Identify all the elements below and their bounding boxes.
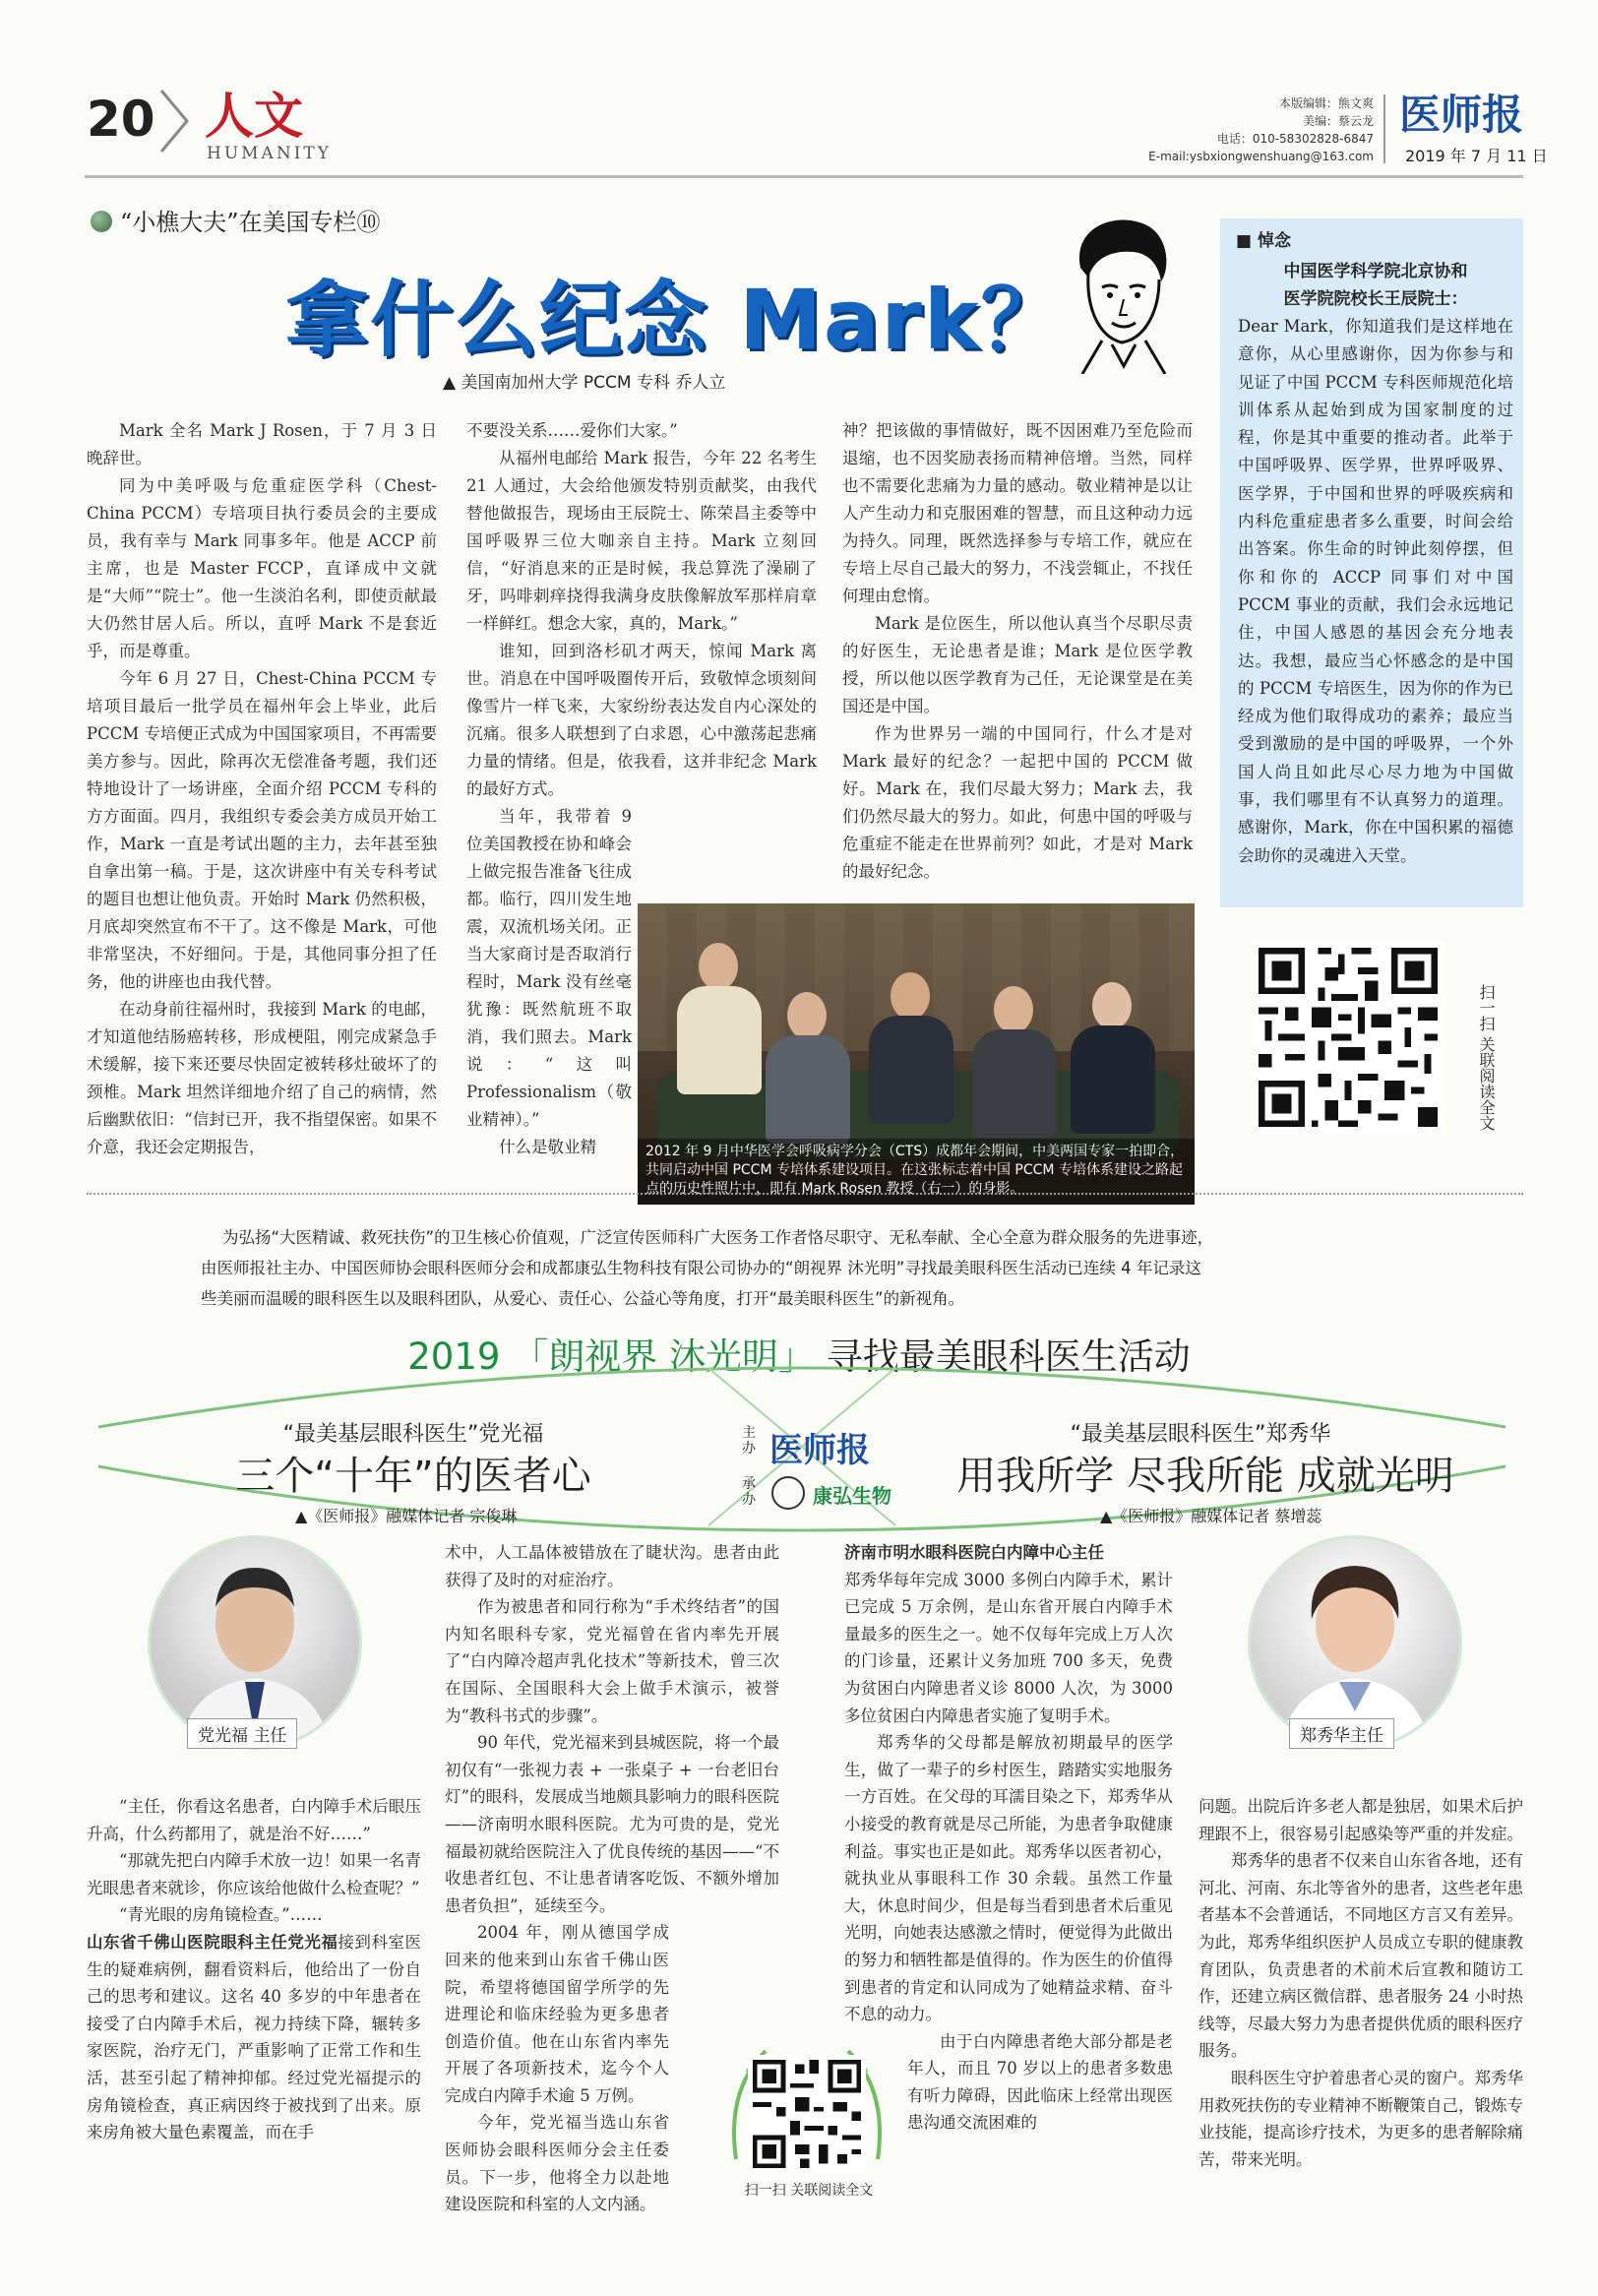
paragraph: “主任，你看这名患者，白内障手术后眼压升高，什么药都用了，就是治不好……” (87, 1797, 421, 1843)
portrait-name: 郑秀华主任 (1289, 1718, 1394, 1749)
paragraph: 什么是敬业精 (499, 1138, 596, 1156)
paragraph: 今年 6 月 27 日，Chest-China PCCM 专培项目最后一批学员在福州年会上毕业，此后 PCCM 专培便正式成为中国国家项目，不再需要美方参与。因此，除再次无偿准备考题，我们还特地设计了一场讲座，全面介绍 PCCM 专科的方方面面。四月，我组织专委会美方成员开始工作，Mark 一直是考试出题的主力，去年甚至独自拿出第一稿。于是，这次讲座中有关专科考试的题目也想让他负责。开始时 Mark 仍然积极，月底却突然宣布不干了。这不像是 Mark，可他非常坚决，不好细问。于是，其他同事分担了任务，他的讲座也由我代替。 (87, 669, 437, 991)
paragraph: 由于白内障患者绝大部分都是老年人，而且 70 岁以上的患者多数患有听力障碍，因此临床上经常出现医患沟通交流困难的 (907, 2031, 1173, 2133)
sponsor-logo: 医师报 (769, 1431, 870, 1470)
paragraph: 郑秀华每年完成 3000 多例白内障手术，累计已完成 5 万余例，是山东省开展白内障手术量最多的医生之一。她不仅每年完成上万人次的门诊量，还累计义务加班 700 多天，免费为贫困白内障患者义诊 8000 人次，为 3000 多位贫困白内障患者实施了复明手术。 (844, 1570, 1173, 1725)
author-sketch-portrait (1043, 209, 1191, 374)
photo-caption: 2012 年 9 月中华医学会呼吸病学分会（CTS）成都年会期间，中美两国专家一拍即合，共同启动中国 PCCM 专培体系建设项目。在这张标志着中国 PCCM 专培体系建设之路起点的历史性照片中，即有 Mark Rosen 教授（右一）的身影。 (638, 1139, 1195, 1205)
editor-line: 美编：蔡云龙 (1302, 114, 1374, 128)
section-divider (87, 1193, 1523, 1195)
paragraph: 谁知，回到洛杉矶才两天，惊闻 Mark 离世。消息在中国呼吸圈传开后，致敬悼念顷刻间像雪片一样飞来，大家纷纷表达发自内心深处的沉痛。很多人联想到了白求恩，心中激荡起悲痛力量的情绪。但是，依我看，这并非纪念 Mark 的最好方式。 (466, 642, 817, 798)
sidebar-author (1238, 258, 1513, 313)
co-sponsor-logo-icon (771, 1476, 805, 1510)
article-column (87, 417, 437, 1161)
column-name: “小樵大夫”在美国专栏⑩ (120, 209, 381, 236)
paragraph: 当年，我带着 9 位美国教授在协和峰会上做完报告准备飞往成都。临行，四川发生地震，双流机场关闭。正当大家商讨是否取消行程时，Mark 没有丝毫犹豫：既然航班不取消，我们照去。Mark 说：“这叫 Professionalism（敬业精神）。” (466, 807, 632, 1129)
paragraph: Mark 全名 Mark J Rosen，于 7 月 3 日晚辞世。 (87, 421, 437, 467)
headline: 拿什么纪念 Mark？ (285, 272, 1066, 368)
author-line: 医学院院校长王辰院士： (1283, 289, 1468, 309)
co-sponsor-name: 康弘生物 (813, 1484, 891, 1508)
qr-code-icon[interactable] (1252, 941, 1444, 1134)
article-column (87, 1793, 421, 2146)
paragraph: 山东省千佛山医院眼科主任党光福接到科室医生的疑难病例，翻看资料后，他给出了一份自己的思考和建议。这名 40 多岁的中年患者在接受了白内障手术后，视力持续下降，辗转多家医院，治疗无门，严重影响了正常工作和生活，甚至引起了精神抑郁。经过党光福提示的房角镜检查，真正病因终于被找到了出来。原来房角被大量色素覆盖，而在手 (87, 1932, 422, 2142)
intro-line: 为弘扬“大医精诚、救死扶伤”的卫生核心价值观，广泛宣传医师科广大医务工作者恪尽职守、无私奉献、全心全意为群众服务的先进事迹， (222, 1228, 1214, 1247)
chevron-right-icon (157, 87, 191, 155)
header-divider (1383, 94, 1385, 163)
campaign-year: 2019 (407, 1335, 501, 1378)
campaign-slogan: 「朗视界 沐光明」 (512, 1335, 815, 1378)
article-kicker: “最美基层眼科医生”郑秀华 (1070, 1422, 1331, 1447)
editor-line: E-mail:ysbxiongwenshuang@163.com (1148, 150, 1374, 163)
paragraph: 郑秀华的患者不仅来自山东省各地，还有河北、河南、东北等省外的患者，这些老年患者基本不会普通话，不同地区方言又有差异。为此，郑秀华组织医护人员成立专职的健康教育团队，负责患者的术前术后宣教和随访工作，还建立病区微信群、患者服务 24 小时热线等，尽最大努力为患者提供优质的眼科医疗服务。 (1198, 1851, 1523, 2061)
group-photo (638, 903, 1195, 1205)
section-subtitle: HUMANITY (207, 144, 332, 163)
paragraph: Mark 是位医生，所以他认真当个尽职尽责的好医生，无论患者是谁；Mark 是位医学教授，所以他以医学教育为己任，无论课堂是在美国还是中国。 (842, 614, 1193, 715)
column-badge-icon (91, 211, 112, 232)
author-line: 中国医学科学院北京协和 (1283, 262, 1468, 281)
paragraph: 术中，人工晶体被错放在了睫状沟。患者由此获得了及时的对症治疗。 (445, 1543, 779, 1589)
editor-info (1148, 94, 1374, 165)
portrait-name: 党光福 主任 (187, 1718, 297, 1749)
article-byline: ▲《医师报》融媒体记者 宗俊琳 (295, 1507, 518, 1525)
campaign-title-rest: 寻找最美眼科医生活动 (826, 1335, 1191, 1378)
article-headline: 三个“十年”的医者心 (235, 1454, 591, 1499)
campaign-intro (201, 1222, 1383, 1314)
article-column (842, 417, 1193, 886)
intro-line: 由医师报社主办、中国医师协会眼科医师分会和成都康弘生物科技有限公司协办的“朗视界 沐光明”寻找最美眼科医生活动已连续 4 年记录这 (201, 1259, 1201, 1277)
paragraph: 不要没关系……爱你们大家。” (466, 421, 678, 440)
qr-caption: 扫一扫 关联阅读全文 (1477, 984, 1496, 1132)
article-kicker: “最美基层眼科医生”党光福 (282, 1422, 544, 1447)
editor-line: 电话：010-58302828-6847 (1216, 132, 1374, 146)
qr-code-icon[interactable] (748, 2055, 866, 2173)
article-column (1198, 1793, 1523, 2173)
column-heading: 济南市明水眼科医院白内障中心主任 (844, 1543, 1104, 1562)
co-sponsor-label: 承办 (742, 1476, 756, 1508)
paragraph: 90 年代，党光福来到县城医院，将一个最初仅有“一张视力表 + 一张桌子 + 一台老旧台灯”的眼科，发展成当地颇具影响力的眼科医院——济南明水眼科医院。尤为可贵的是，党光福最初就给医院注入了优良传统的基因——“不收患者红包、不让患者请客吃饭、不额外增加患者负担”，延续至今。 (445, 1733, 779, 1915)
qr-caption: 扫一扫 关联阅读全文 (744, 2183, 874, 2199)
sponsor-label: 主办 (742, 1425, 756, 1457)
paragraph: 在动身前往福州时，我接到 Mark 的电邮，才知道他结肠癌转移，形成梗阻，刚完成紧急手术缓解，接下来还要尽快固定被转移灶破坏了的颈椎。Mark 坦然详细地介绍了自己的病情，然后幽默依旧：“信封已开，我不指望保密。如果不介意，我还会定期报告， (87, 1000, 437, 1156)
paragraph: “那就先把白内障手术放一边！如果一名青光眼患者来就诊，你应该给他做什么检查呢？” (87, 1851, 421, 1897)
article-column (844, 1539, 1173, 2137)
paragraph: 2004 年，刚从德国学成回来的他来到山东省千佛山医院，希望将德国留学所学的先进理论和临床经验为更多患者创造价值。他在山东省内率先开展了各项新技术，迄今个人完成白内障手术逾 5 万例。 (445, 1923, 669, 2105)
paragraph: 眼科医生守护着患者心灵的窗户。郑秀华用救死扶伤的专业精神不断鞭策自己，锻炼专业技能，提高诊疗技术，为更多的患者解除痛苦，带来光明。 (1198, 2068, 1523, 2169)
paragraph: 今年，党光福当选山东省医师协会眼科医师分会主任委员。下一步，他将全力以赴地建设医院和科室的人文内涵。 (445, 2113, 669, 2214)
newspaper-logo: 医师报 (1399, 91, 1524, 139)
paragraph: 作为被患者和同行称为“手术终结者”的国内知名眼科专家，党光福曾在省内率先开展了“白内障冷超声乳化技术”等新技术，曾三次在国际、全国眼科大会上做手术演示，被誉为“教科书式的步骤”。 (445, 1597, 779, 1725)
editor-line: 本版编辑：熊文爽 (1278, 96, 1374, 110)
paragraph: 作为世界另一端的中国同行，什么才是对 Mark 最好的纪念？一起把中国的 PCCM 做好。Mark 在，我们尽最大努力；Mark 去，我们仍然尽最大的努力。如此，何患中国的呼吸与危重症不能走在世界前列？如此，才是对 Mark 的最好纪念。 (842, 724, 1193, 881)
paragraph: 同为中美呼吸与危重症医学科（Chest-China PCCM）专培项目执行委员会的主要成员，我有幸与 Mark 同事多年。他是 ACCP 前主席，也是 Master FCCP，直译成中文就是“大师”“院士”。他一生淡泊名利，即使贡献最大仍然甘居人后。所以，直呼 Mark 不是套近乎，而是尊重。 (87, 476, 437, 660)
byline: ▲ 美国南加州大学 PCCM 专科 乔人立 (443, 373, 726, 393)
article-headline: 用我所学 尽我所能 成就光明 (956, 1454, 1454, 1499)
lead-name: 山东省千佛山医院眼科主任党光福 (87, 1932, 338, 1952)
paragraph: “青光眼的房角镜检查。”…… (119, 1905, 323, 1925)
article-byline: ▲《医师报》融媒体记者 蔡增蕊 (1100, 1507, 1322, 1525)
paragraph: 郑秀华的父母都是解放初期最早的医学生，做了一辈子的乡村医生，踏踏实实地服务一方百姓。在父母的耳濡目染之下，郑秀华从小接受的教育就是尽己所能，为患者争取健康利益。事实也正是如此。郑秀华以医者初心，就执业从事眼科工作 30 余载。虽然工作量大，休息时间少，但是每当看到患者术后重见光明，向她表达感激之情时，便觉得为此做出的努力和牺牲都是值得的。作为医生的价值得到患者的肯定和认同成为了她精益求精、奋斗不息的动力。 (844, 1733, 1173, 2024)
header-rule (85, 175, 1523, 178)
section-title: 人文 (205, 88, 303, 145)
page-number: 20 (87, 91, 155, 148)
paragraph: 神？把该做的事情做好，既不因困难乃至危险而退缩，也不因奖励表扬而精神倍增。当然，同样也不需要化悲痛为力量的感动。敬业精神是以让人产生动力和克服困难的智慧，而且这种动力远为持久。同理，既然选择参与专培工作，就应在专培上尽自己最大的努力，不浅尝辄止，不找任何理由怠惰。 (842, 421, 1193, 605)
sidebar-text: Dear Mark，你知道我们是这样地在意你，从心里感谢你，因为你参与和见证了中国 PCCM 专科医师规范化培训体系从起始到成为国家制度的过程，你是其中重要的推动者。此举于中国呼吸界、医学界，世界呼吸界、医学界，于中国和世界的呼吸疾病和内科危重症患者多么重要，时间会给出答案。你生命的时钟此刻停摆，但你和你的 ACCP 同事们对中国 PCCM 事业的贡献，我们会永远地记住，中国人感恩的基因会充分地表达。我想，最应当心怀感念的是中国的 PCCM 专培医生，因为你的作为已经成为他们取得成功的素养；最应当受到激励的是中国的呼吸界，一个外国人尚且如此尽心尽力地为中国做事，我们哪里有不认真努力的道理。感谢你，Mark，你在中国积累的福德会助你的灵魂进入天堂。 (1238, 317, 1513, 865)
sidebar-label: ■ 悼念 (1236, 231, 1291, 251)
issue-date: 2019 年 7 月 11 日 (1405, 147, 1548, 165)
paragraph: 从福州电邮给 Mark 报告，今年 22 名考生 21 人通过，大会给他颁发特别贡献奖，由我代替他做报告，现场由王辰院士、陈荣昌主委等中国呼吸界三位大咖亲自主持。Mark 立刻回信，“好消息来的正是时候，我总算洗了澡刷了牙，吗啡刺痒挠得我满身皮肤像解放军那样肩章一样鲜红。想念大家，真的，Mark。” (466, 449, 817, 633)
paragraph: 问题。出院后许多老人都是独居，如果术后护理跟不上，很容易引起感染等严重的并发症。 (1198, 1797, 1523, 1843)
intro-line: 些美丽而温暖的眼科医生以及眼科团队，从爱心、责任心、公益心等角度，打开“最美眼科医生”的新视角。 (201, 1289, 965, 1308)
